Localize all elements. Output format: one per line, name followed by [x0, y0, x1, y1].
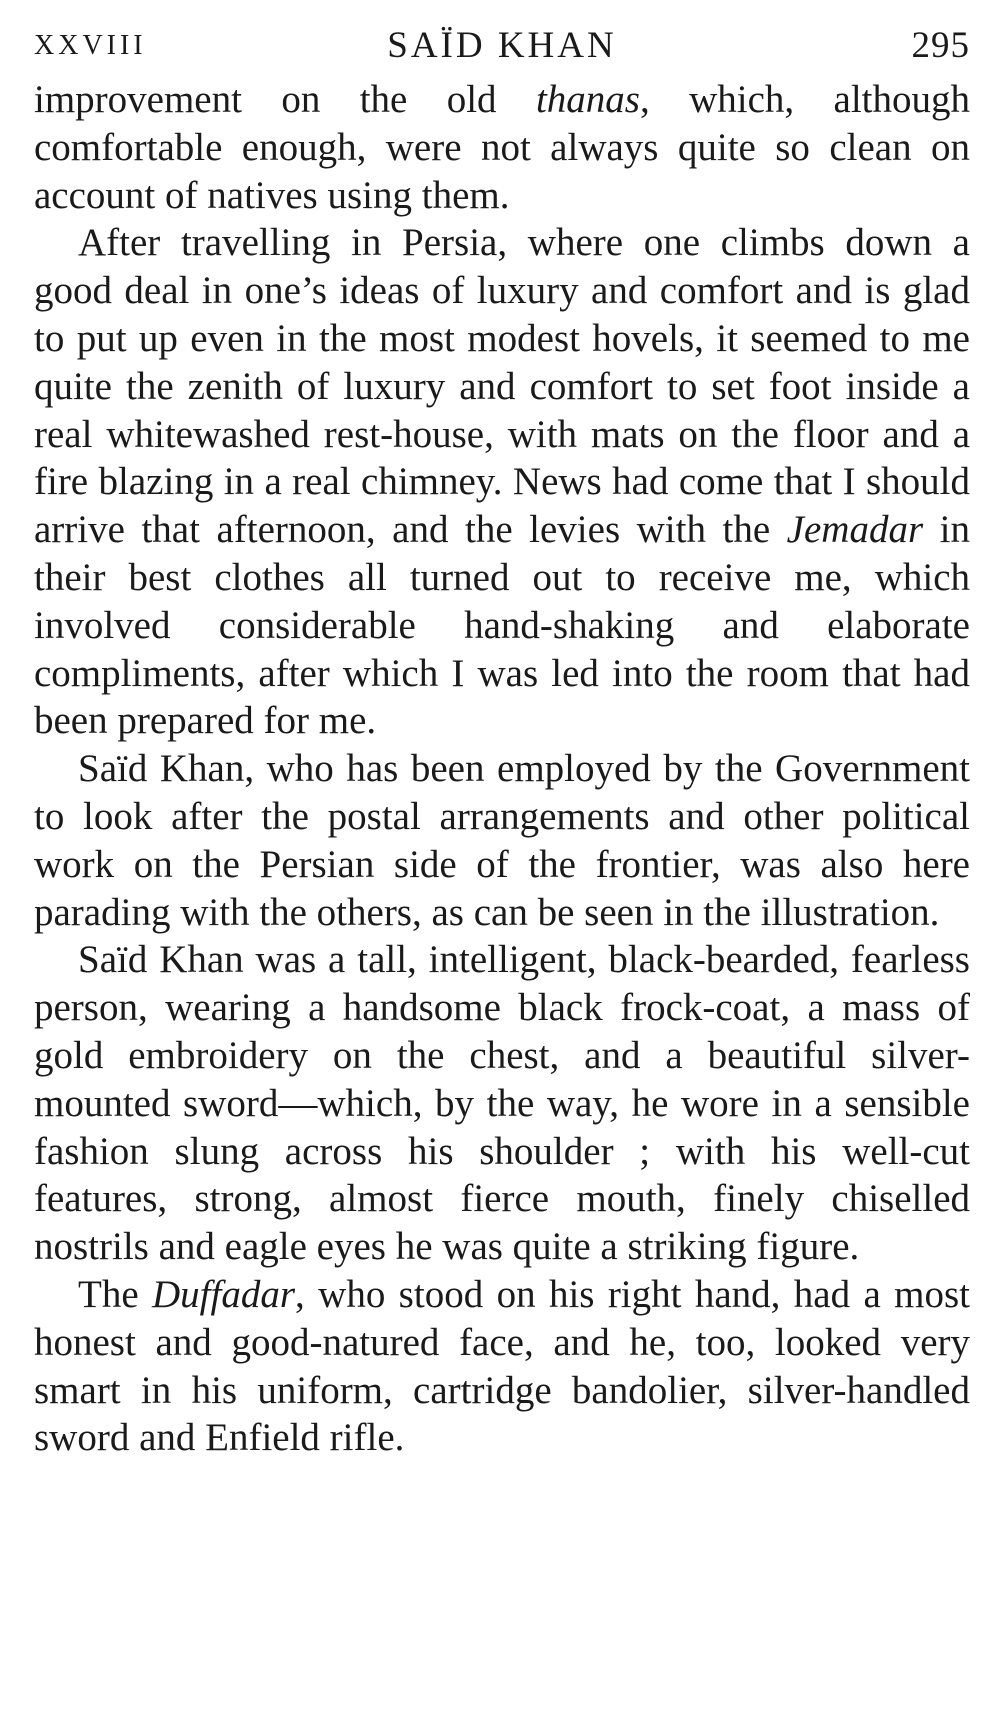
italic-term-duffadar: Duffadar: [152, 1272, 296, 1316]
italic-term-thanas: thanas: [535, 78, 640, 121]
paragraph-1-text-end: , which, although comfortable enough, were not always quite so clean on account of natives using them.: [34, 78, 970, 217]
paragraph-1: [34, 76, 970, 219]
paragraph-5-text-end: , who stood on his right hand, had a most honest and good-natured face, and he, too, looked very smart in his uniform, cartridge bandolier, silver-handled sword and Enfield rifle.: [34, 1272, 970, 1460]
paragraph-5: [34, 1271, 970, 1462]
paragraph-2-text-start: After travelling in Persia, where one climbs down a good deal in one’s ideas of luxury and comfort and is glad to put up even in the most modest hovels, it seemed to me quite the zenith of luxury and comfort to set foot inside a real whitewashed rest-house, with mats on the floor and a fire blazing in a real chimney. News had come that I should arrive that afternoon, and the levies with the: [34, 221, 970, 552]
paragraph-4: Saïd Khan was a tall, intelligent, black-bearded, fearless person, wearing a handsome black frock-coat, a mass of gold embroidery on the chest, and a beautiful silver-mounted sword—which, by the way, he wore in a sensible fashion slung across his shoulder ; with his well-cut features, strong, almost fierce mouth, finely chiselled nostrils and eagle eyes he was quite a striking figure.: [34, 938, 970, 1269]
italic-term-jemadar: Jemadar: [786, 508, 924, 552]
paragraph-2-text-end: in their best clothes all turned out to receive me, which involved considerable hand-shaking and elaborate compliments, after which I was led into the room that had been prepared for me.: [34, 508, 970, 743]
chapter-number: XXVIII: [34, 30, 147, 61]
book-page: [34, 18, 970, 1462]
page-number: 295: [911, 25, 970, 66]
paragraph-3: Saïd Khan, who has been employed by the Government to look after the postal arrangements and other political work on the Persian side of the frontier, was also here parading with the others, as can be seen in the illustration.: [34, 747, 970, 934]
running-title: SAÏD KHAN: [387, 25, 617, 66]
running-header: [34, 18, 970, 74]
paragraph-1-text-start: improvement on the old: [34, 78, 536, 121]
paragraph-5-text-start: The: [78, 1272, 153, 1316]
paragraph-2: [34, 219, 970, 745]
body-text: [34, 76, 970, 1462]
